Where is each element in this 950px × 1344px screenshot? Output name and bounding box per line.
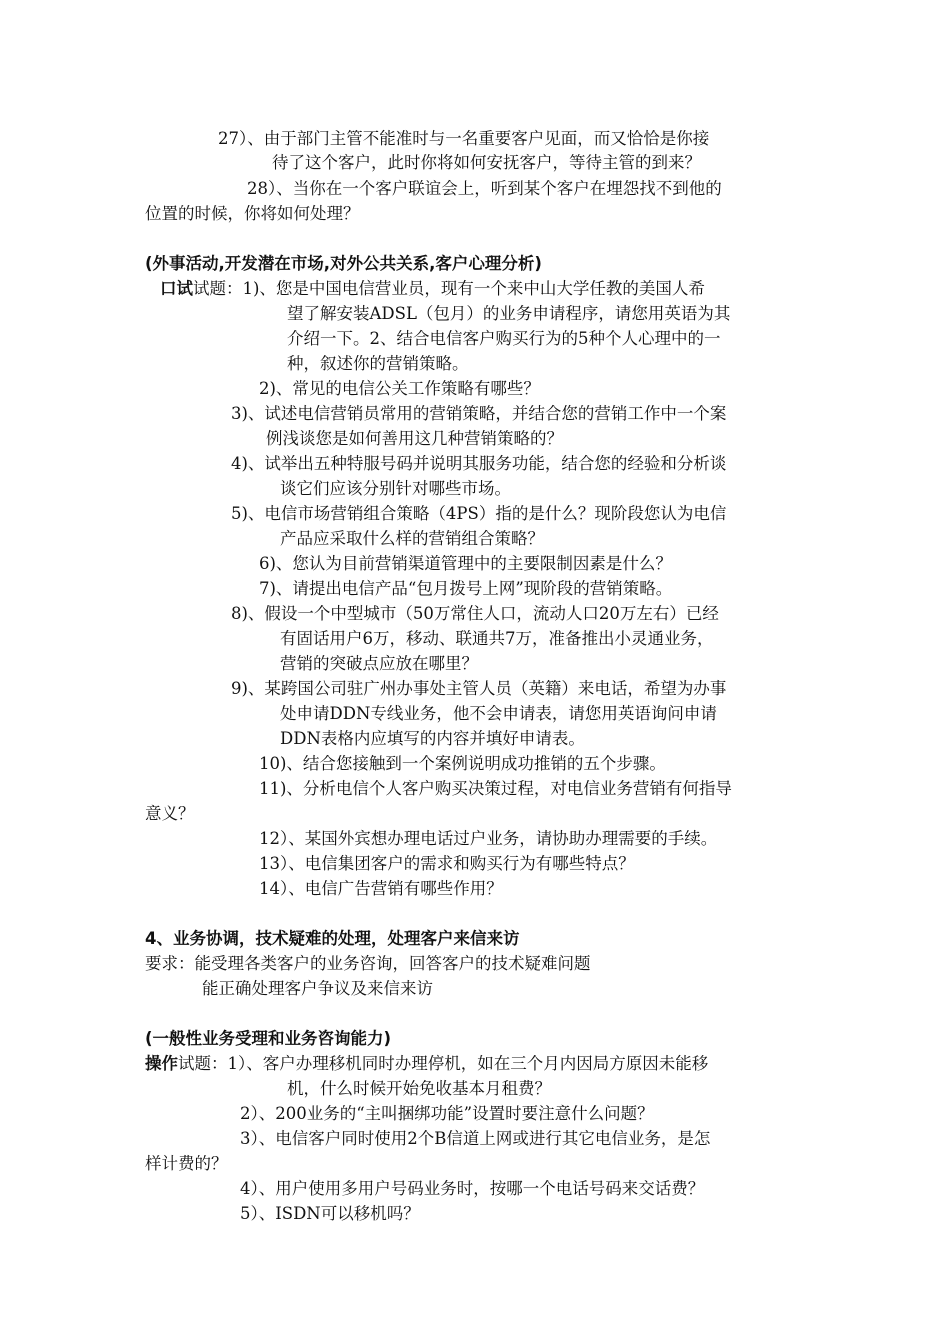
oral-exam-q8-line3: 营销的突破点应放在哪里？	[280, 654, 478, 673]
oral-exam-q11-line1: 11)、分析电信个人客户购买决策过程，对电信业务营销有何指导	[259, 779, 732, 798]
oral-exam-q4-line1: 4)、试举出五种特服号码并说明其服务功能，结合您的经验和分析谈	[231, 454, 727, 473]
q27-line1: 27）、由于部门主管不能准时与一名重要客户见面，而又恰恰是你接	[218, 129, 710, 148]
oral-exam-q9-line1: 9)、某跨国公司驻广州办事处主管人员（英籍）来电话，希望为办事	[231, 679, 727, 698]
oral-exam-q4-line2: 谈它们应该分别针对哪些市场。	[280, 479, 511, 498]
oral-exam-q1-line3: 介绍一下。2、结合电信客户购买行为的5种个人心理中的一	[287, 329, 721, 348]
oral-exam-q3-line2: 例浅谈您是如何善用这几种营销策略的？	[266, 429, 563, 448]
oral-exam-q5-line2: 产品应采取什么样的营销组合策略？	[280, 529, 544, 548]
oral-exam-q10: 10)、结合您接触到一个案例说明成功推销的五个步骤。	[259, 754, 666, 773]
practical-exam-q2: 2）、200业务的“主叫捆绑功能”设置时要注意什么问题？	[240, 1104, 654, 1123]
q27-line2: 待了这个客户，此时你将如何安抚客户，等待主管的到来？	[272, 153, 701, 172]
oral-exam-q1-line4: 种，叙述你的营销策略。	[287, 354, 469, 373]
practical-exam-q1-text: 试题：1）、客户办理移机同时办理停机，如在三个月内因局方原因未能移	[178, 1054, 709, 1073]
oral-exam-q6: 6)、您认为目前营销渠道管理中的主要限制因素是什么？	[259, 554, 672, 573]
practical-exam-q3-line1: 3）、电信客户同时使用2个B信道上网或进行其它电信业务，是怎	[240, 1129, 711, 1148]
oral-exam-q12: 12）、某国外宾想办理电话过户业务，请协助办理需要的手续。	[259, 829, 718, 848]
requirements-line2: 能正确处理客户争议及来信来访	[202, 979, 433, 998]
q28-line2: 位置的时候，你将如何处理？	[145, 204, 360, 223]
oral-exam-q1-text: 试题：1)、您是中国电信营业员，现有一个来中山大学任教的美国人希	[193, 279, 705, 298]
oral-exam-q7: 7)、请提出电信产品“包月拨号上网”现阶段的营销策略。	[259, 579, 673, 598]
practical-exam-q4: 4）、用户使用多用户号码业务时，按哪一个电话号码来交话费？	[240, 1179, 705, 1198]
requirements-line1: 要求：能受理各类客户的业务咨询，回答客户的技术疑难问题	[145, 954, 591, 973]
section-heading-external-affairs: (外事活动,开发潜在市场,对外公共关系,客户心理分析)	[145, 254, 542, 273]
practical-exam-q3-line2: 样计费的？	[145, 1154, 228, 1173]
practical-exam-q1-line1	[145, 1052, 708, 1076]
oral-exam-q11-line2: 意义？	[145, 804, 195, 823]
practical-exam-q1-line2: 机，什么时候开始免收基本月租费？	[287, 1079, 551, 1098]
practical-exam-label: 操作	[145, 1054, 178, 1073]
section-heading-general-business: (一般性业务受理和业务咨询能力)	[145, 1029, 392, 1048]
oral-exam-q9-line2: 处申请DDN专线业务，他不会申请表，请您用英语询问申请	[280, 704, 717, 723]
section-heading-business-coordination: 4、业务协调，技术疑难的处理，处理客户来信来访	[145, 929, 520, 948]
oral-exam-q9-line3: DDN表格内应填写的内容并填好申请表。	[280, 729, 585, 748]
oral-exam-q8-line2: 有固话用户6万，移动、联通共7万，准备推出小灵通业务，	[280, 629, 714, 648]
oral-exam-q5-line1: 5)、电信市场营销组合策略（4PS）指的是什么？现阶段您认为电信	[231, 504, 727, 523]
oral-exam-q13: 13）、电信集团客户的需求和购买行为有哪些特点？	[259, 854, 635, 873]
oral-exam-q1-line2: 望了解安装ADSL（包月）的业务申请程序，请您用英语为其	[287, 304, 731, 323]
q28-line1: 28）、当你在一个客户联谊会上，听到某个客户在埋怨找不到他的	[247, 179, 722, 198]
practical-exam-q5: 5）、ISDN可以移机吗？	[240, 1204, 420, 1223]
oral-exam-q8-line1: 8)、假设一个中型城市（50万常住人口，流动人口20万左右）已经	[231, 604, 719, 623]
oral-exam-label: 口试	[160, 279, 193, 298]
oral-exam-q1-line1	[160, 277, 705, 301]
oral-exam-q3-line1: 3)、试述电信营销员常用的营销策略，并结合您的营销工作中一个案	[231, 404, 727, 423]
oral-exam-q14: 14）、电信广告营销有哪些作用？	[259, 879, 503, 898]
oral-exam-q2: 2)、常见的电信公关工作策略有哪些？	[259, 379, 540, 398]
